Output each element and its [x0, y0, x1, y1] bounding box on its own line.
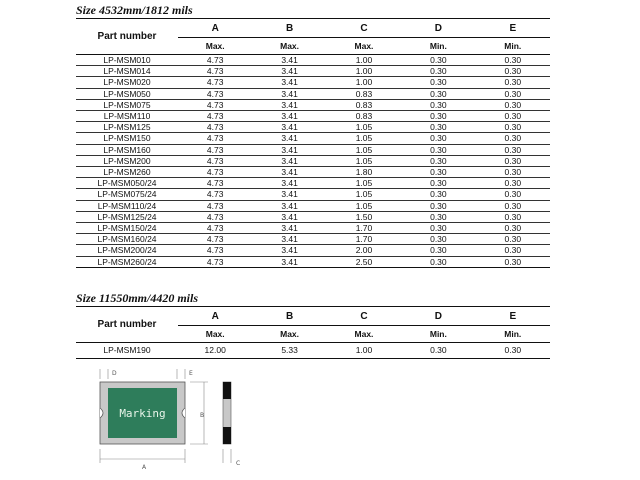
value-cell: 0.30 — [401, 245, 475, 256]
value-cell: 1.00 — [327, 343, 401, 359]
value-cell: 1.70 — [327, 234, 401, 245]
value-cell: 0.30 — [476, 99, 550, 110]
value-cell: 0.30 — [401, 99, 475, 110]
table-row — [76, 223, 550, 234]
value-cell: 0.30 — [401, 55, 475, 66]
value-cell: 1.00 — [327, 77, 401, 88]
value-cell: 3.41 — [252, 77, 326, 88]
part-number-cell: LP-MSM125/24 — [76, 211, 178, 222]
value-cell: 0.30 — [476, 245, 550, 256]
value-cell: 0.30 — [401, 200, 475, 211]
label-b: B — [200, 412, 205, 419]
value-cell: 1.70 — [327, 223, 401, 234]
top-view — [100, 382, 185, 444]
value-cell: 0.30 — [476, 155, 550, 166]
value-cell: 0.30 — [476, 77, 550, 88]
value-cell: 3.41 — [252, 144, 326, 155]
value-cell: 2.50 — [327, 256, 401, 267]
value-cell: 3.41 — [252, 133, 326, 144]
value-cell: 3.41 — [252, 167, 326, 178]
value-cell: 3.41 — [252, 256, 326, 267]
value-cell: 4.73 — [178, 211, 252, 222]
value-cell: 0.30 — [401, 223, 475, 234]
table-row — [76, 189, 550, 200]
value-cell: 1.05 — [327, 144, 401, 155]
value-cell: 0.30 — [401, 256, 475, 267]
table-row — [76, 178, 550, 189]
value-cell: 1.50 — [327, 211, 401, 222]
part-number-cell: LP-MSM150/24 — [76, 223, 178, 234]
part-number-cell: LP-MSM200/24 — [76, 245, 178, 256]
col-header-a: A — [211, 310, 219, 322]
value-cell: 4.73 — [178, 144, 252, 155]
table-row — [76, 200, 550, 211]
value-cell: 3.41 — [252, 99, 326, 110]
part-number-cell: LP-MSM075 — [76, 99, 178, 110]
value-cell: 1.05 — [327, 200, 401, 211]
value-cell: 0.30 — [476, 256, 550, 267]
col-header-d: D — [434, 310, 442, 322]
value-cell: 5.33 — [252, 343, 326, 359]
table-row — [76, 245, 550, 256]
size-heading-1812: Size 4532mm/1812 mils — [76, 3, 193, 17]
value-cell: 0.30 — [401, 111, 475, 122]
table-row — [76, 66, 550, 77]
limit-header-e: Min. — [476, 326, 550, 343]
label-a: A — [142, 464, 147, 471]
value-cell: 0.30 — [401, 211, 475, 222]
value-cell: 2.00 — [327, 245, 401, 256]
value-cell: 0.83 — [327, 99, 401, 110]
value-cell: 3.41 — [252, 189, 326, 200]
value-cell: 0.30 — [401, 189, 475, 200]
table-row — [76, 111, 550, 122]
value-cell: 3.41 — [252, 211, 326, 222]
part-number-header: Part number — [76, 307, 178, 343]
col-header-c: C — [360, 22, 368, 34]
limit-header-e: Min. — [476, 38, 550, 55]
marking-text: Marking — [119, 407, 166, 420]
value-cell: 4.73 — [178, 55, 252, 66]
value-cell: 0.30 — [476, 223, 550, 234]
value-cell: 3.41 — [252, 178, 326, 189]
part-number-cell: LP-MSM200 — [76, 155, 178, 166]
value-cell: 0.30 — [476, 88, 550, 99]
value-cell: 4.73 — [178, 200, 252, 211]
value-cell: 0.30 — [476, 189, 550, 200]
col-header-c: C — [360, 310, 368, 322]
value-cell: 1.05 — [327, 155, 401, 166]
table-row — [76, 343, 550, 359]
part-number-cell: LP-MSM260/24 — [76, 256, 178, 267]
limit-header-c: Max. — [327, 38, 401, 55]
value-cell: 4.73 — [178, 133, 252, 144]
value-cell: 3.41 — [252, 234, 326, 245]
value-cell: 0.30 — [476, 211, 550, 222]
value-cell: 1.05 — [327, 178, 401, 189]
table-row — [76, 167, 550, 178]
table-row — [76, 122, 550, 133]
value-cell: 0.30 — [476, 343, 550, 359]
value-cell: 1.00 — [327, 55, 401, 66]
limit-header-c: Max. — [327, 326, 401, 343]
value-cell: 0.30 — [476, 111, 550, 122]
value-cell: 4.73 — [178, 77, 252, 88]
value-cell: 1.05 — [327, 133, 401, 144]
part-number-cell: LP-MSM010 — [76, 55, 178, 66]
part-number-header: Part number — [76, 19, 178, 55]
part-number-cell: LP-MSM190 — [76, 343, 178, 359]
value-cell: 3.41 — [252, 55, 326, 66]
table-row — [76, 99, 550, 110]
table-row — [76, 234, 550, 245]
part-number-cell: LP-MSM150 — [76, 133, 178, 144]
value-cell: 4.73 — [178, 99, 252, 110]
value-cell: 3.41 — [252, 66, 326, 77]
value-cell: 3.41 — [252, 223, 326, 234]
spec-table-1812 — [76, 18, 550, 268]
value-cell: 3.41 — [252, 245, 326, 256]
value-cell: 0.30 — [401, 178, 475, 189]
value-cell: 0.30 — [401, 77, 475, 88]
value-cell: 0.30 — [476, 55, 550, 66]
value-cell: 3.41 — [252, 155, 326, 166]
side-band-top — [223, 382, 231, 399]
value-cell: 0.30 — [476, 66, 550, 77]
size-heading-4420: Size 11550mm/4420 mils — [76, 291, 199, 305]
dimension-diagram — [90, 365, 270, 475]
part-number-cell: LP-MSM110 — [76, 111, 178, 122]
limit-header-d: Min. — [401, 326, 475, 343]
value-cell: 4.73 — [178, 234, 252, 245]
limit-header-a: Max. — [178, 326, 252, 343]
part-number-cell: LP-MSM110/24 — [76, 200, 178, 211]
table-row — [76, 256, 550, 267]
table-row — [76, 88, 550, 99]
value-cell: 0.30 — [401, 88, 475, 99]
value-cell: 0.30 — [476, 144, 550, 155]
value-cell: 3.41 — [252, 122, 326, 133]
limit-header-b: Max. — [252, 326, 326, 343]
value-cell: 4.73 — [178, 223, 252, 234]
table-row — [76, 211, 550, 222]
value-cell: 4.73 — [178, 189, 252, 200]
col-header-b: B — [285, 22, 294, 34]
value-cell: 4.73 — [178, 167, 252, 178]
value-cell: 0.30 — [401, 144, 475, 155]
value-cell: 3.41 — [252, 88, 326, 99]
value-cell: 0.83 — [327, 88, 401, 99]
value-cell: 4.73 — [178, 256, 252, 267]
value-cell: 3.41 — [252, 111, 326, 122]
value-cell: 4.73 — [178, 66, 252, 77]
part-number-cell: LP-MSM014 — [76, 66, 178, 77]
value-cell: 1.80 — [327, 167, 401, 178]
table-row — [76, 55, 550, 66]
value-cell: 0.30 — [401, 66, 475, 77]
limit-header-d: Min. — [401, 38, 475, 55]
value-cell: 0.30 — [476, 133, 550, 144]
label-c: C — [236, 460, 241, 467]
value-cell: 4.73 — [178, 111, 252, 122]
table-row — [76, 133, 550, 144]
value-cell: 4.73 — [178, 245, 252, 256]
value-cell: 0.30 — [476, 200, 550, 211]
value-cell: 0.30 — [476, 167, 550, 178]
spec-table-4420 — [76, 306, 550, 359]
limit-header-a: Max. — [178, 38, 252, 55]
value-cell: 12.00 — [178, 343, 252, 359]
part-number-cell: LP-MSM050/24 — [76, 178, 178, 189]
value-cell: 0.30 — [476, 122, 550, 133]
col-header-b: B — [285, 310, 294, 322]
value-cell: 4.73 — [178, 88, 252, 99]
value-cell: 4.73 — [178, 178, 252, 189]
table-row — [76, 155, 550, 166]
value-cell: 0.30 — [401, 155, 475, 166]
table-row — [76, 77, 550, 88]
value-cell: 0.30 — [476, 178, 550, 189]
table-row — [76, 144, 550, 155]
value-cell: 0.30 — [401, 167, 475, 178]
label-e: E — [189, 370, 193, 377]
value-cell: 3.41 — [252, 200, 326, 211]
value-cell: 4.73 — [178, 122, 252, 133]
value-cell: 4.73 — [178, 155, 252, 166]
part-number-cell: LP-MSM160/24 — [76, 234, 178, 245]
col-header-e: E — [509, 22, 517, 34]
side-band-bottom — [223, 427, 231, 444]
col-header-d: D — [434, 22, 442, 34]
value-cell: 0.30 — [476, 234, 550, 245]
value-cell: 1.00 — [327, 66, 401, 77]
limit-header-b: Max. — [252, 38, 326, 55]
col-header-a: A — [211, 22, 219, 34]
label-d: D — [112, 370, 117, 377]
value-cell: 1.05 — [327, 122, 401, 133]
part-number-cell: LP-MSM260 — [76, 167, 178, 178]
part-number-cell: LP-MSM020 — [76, 77, 178, 88]
value-cell: 0.30 — [401, 133, 475, 144]
part-number-cell: LP-MSM125 — [76, 122, 178, 133]
col-header-e: E — [509, 310, 517, 322]
value-cell: 0.30 — [401, 122, 475, 133]
value-cell: 0.83 — [327, 111, 401, 122]
part-number-cell: LP-MSM050 — [76, 88, 178, 99]
side-view — [223, 382, 231, 444]
value-cell: 1.05 — [327, 189, 401, 200]
part-number-cell: LP-MSM160 — [76, 144, 178, 155]
value-cell: 0.30 — [401, 234, 475, 245]
value-cell: 0.30 — [401, 343, 475, 359]
part-number-cell: LP-MSM075/24 — [76, 189, 178, 200]
